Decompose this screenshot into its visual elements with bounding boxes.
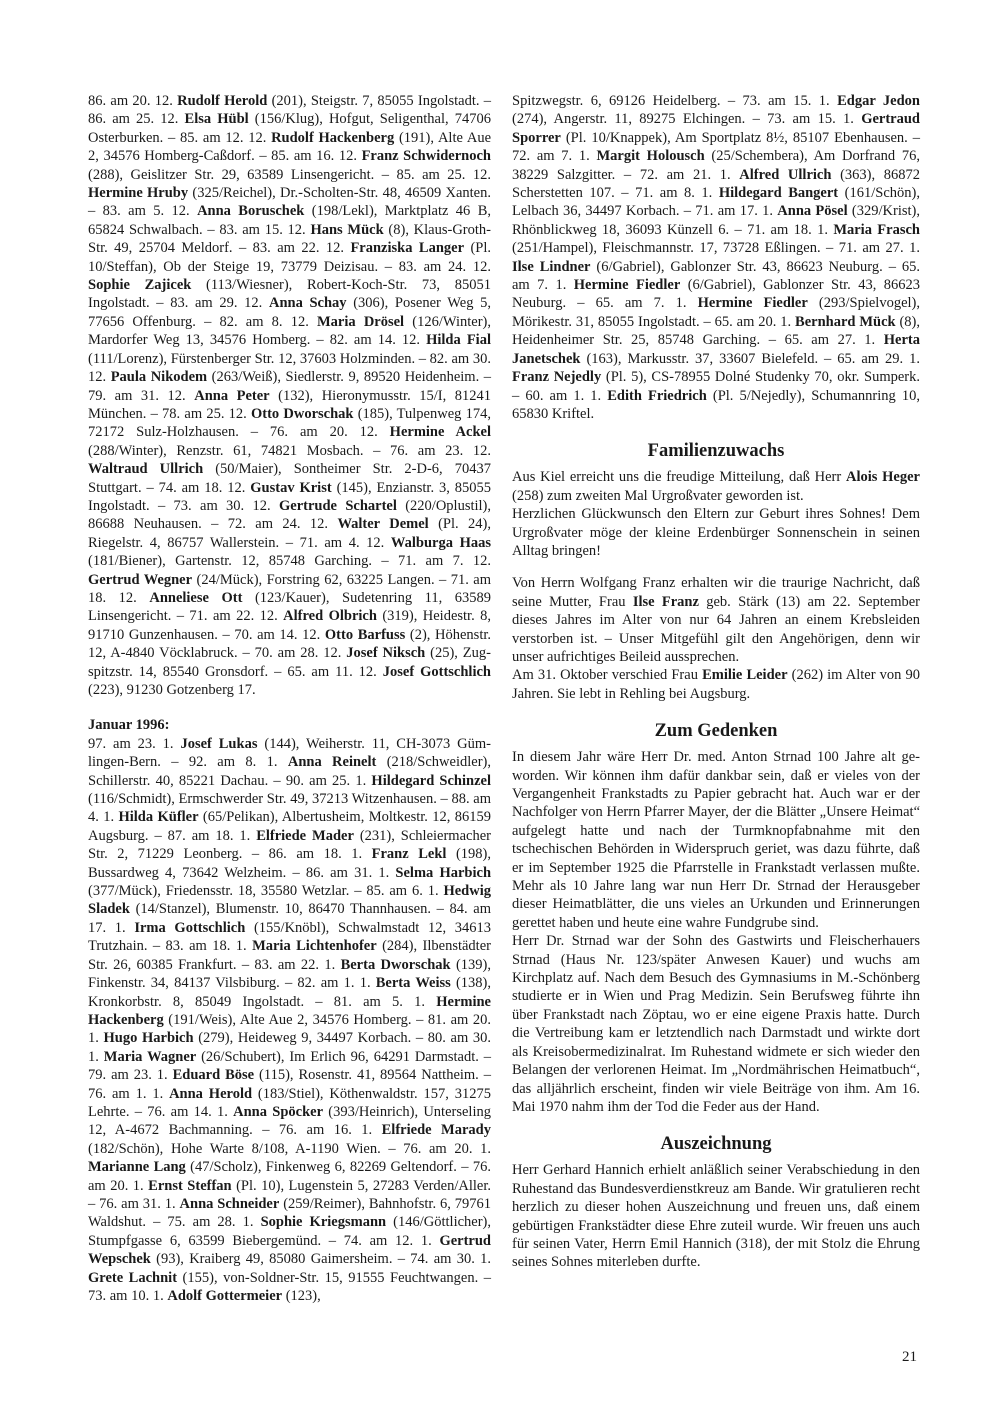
entry-text: (47/Scholz), Finkenweg 6, 82269 Geltendorf. – 76. am 20. 1. (88, 1159, 491, 1194)
person-name: Edith Friedrich (607, 387, 707, 404)
entry-text: (279), Heideweg 9, 34497 Korbach. – 80. am 30. 1. (88, 1030, 491, 1065)
entry-text: (363), 86872 Scherstetten 107. – 71. am 8. 1. (512, 166, 920, 202)
auszeichnung-paragraph: Herr Gerhard Hannich erhielt anläßlich seiner Verabschiedung in den Ruhestand das Bundesverdienstkreuz am Bande. Wir gratulieren recht herzlich zu dieser hohen Auszeichnung und freuen uns, daß einem gebürtigen Frankstädter diese Ehre zuteil wurde. Wir freuen uns auch für seinen Vater, Herrn Emil Hannich (318), der mit Stolz die Ehrung seines Sohnes miterleben durfte. (512, 1162, 920, 1271)
person-name: Anna Schneider (179, 1195, 280, 1212)
familienzuwachs-paragraph-1 (512, 468, 920, 505)
familienzuwachs-paragraph-2: Herzlichen Glückwunsch den Eltern zur Geburt ihres Sohnes! Dem Urgroßvater möge der kleine Erdenbürger Sonnenschein in seinen Alltag bringen! (512, 506, 920, 559)
right-column (512, 92, 920, 1272)
january-heading: Januar 1996: (88, 717, 170, 734)
person-name: Franz Lekl (371, 846, 447, 863)
entry-text: (220/Oplustil), 86688 Neuhausen. – 72. am 24. 12. (88, 497, 492, 533)
person-name: Elsa Hübl (184, 111, 249, 128)
entry-text: (293/Spielvogel), Mörikestr. 31, 85055 Ingolstadt. – 65. am 20. 1. (512, 295, 920, 330)
person-name: Josef Lukas (180, 735, 258, 752)
person-name: Hilda Küfler (118, 809, 199, 826)
person-name: Berta Dworschak (340, 956, 451, 973)
entry-text: (Pl. 5/Nejedly), Schumannring 10, 65830 Kriftel. (512, 387, 920, 422)
entry-text: (377/Mück), Friedensstr. 18, 35580 Wetzlar. – 85. am 6. 1. (88, 883, 444, 900)
person-name: Franz Nejedly (512, 369, 602, 386)
entry-text: (138), Kronkorbstr. 8, 85049 Ingolstadt. – 81. am 5. 1. (88, 975, 491, 1010)
entry-text: (8), Heidenheimer Str. 25, 85748 Garching. – 65. am 27. 1. (512, 313, 921, 349)
entry-text: (198), Bussardweg 4, 73642 Welzheim. – 86. am 31. 1. (88, 846, 491, 881)
entry-text: 97. am 23. 1. (88, 735, 181, 752)
zum-gedenken-paragraph-2: Herr Dr. Strnad war der Sohn des Gastwirts und Fleischerhauers Strnad (Haus Nr. 123/später Anwesen Kauer) und wuchs am Kirchplatz auf. Nach dem Besuch des Gymnasiums in M.-Schönberg studierte er in Wien und Prag Medizin. Sein Berufsweg führte ihn über Frankstadt nach Zöptau, wo er eine eigene Praxis hatte. Durch die Vertreibung kam er letztendlich nach Darmstadt und wirkte dort als Kreisobermedizinalrat. Im Ruhestand widmete er sich wieder den Belangen der verlorenen Heimat. Im „Nordmährischen Heimatbuch“, das alljährlich erscheint, finden wir viele Beiträge von ihm. Am 16. Mai 1970 nahm ihm der Tod die Feder aus der Hand. (512, 933, 920, 1115)
person-name: Edgar Jedon (837, 93, 920, 109)
entry-text: (132), Hieronymusstr. 15/I, 81241 München. – 78. am 25. 12. (88, 387, 491, 422)
entry-text: (116/Schmidt), Ermschwerder Str. 49, 37213 Witzenhausen. – 88. am 4. 1. (88, 791, 491, 826)
person-name: Marianne Lang (88, 1159, 186, 1176)
entry-text: (6/Gabriel), Gablonzer Str. 43, 86623 Neuburg. – 65. am 7. 1. (512, 258, 921, 294)
person-name: Gertraud Sporrer (512, 111, 920, 146)
entry-text: (155/Knöbl), Schwalmstadt 12, 34613 Trutzhain. – 83. am 18. 1. (88, 919, 492, 955)
entry-text: (139), Finkenstr. 34, 84137 Vilsbiburg. – 82. am 1. 1. (88, 956, 491, 992)
entry-text: (Pl. 5), CS-78955 Dolné Studenky 70, okr. Sumperk. – 60. am 1. 1. (512, 369, 920, 404)
entry-text: (123), (282, 1288, 321, 1304)
continued-birthdays-paragraph (512, 92, 920, 423)
person-name: Hans Mück (310, 221, 384, 238)
entry-text: (218/Schweidler), Schillerstr. 40, 85221 Dachau. – 90. am 25. 1. (88, 754, 491, 789)
person-name: Maria Drösel (317, 313, 405, 330)
entry-text: (393/Heinrich), Unterseling 12, A-4672 Bachmanning. – 76. am 16. 1. (88, 1103, 491, 1139)
person-name: Anneliese Ott (149, 589, 243, 606)
person-name: Josef Niksch (346, 645, 426, 662)
familienzuwachs-heading: Familienzuwachs (647, 441, 785, 462)
entry-text: (258) zum zweiten Mal Urgroßvater geworden ist. (512, 487, 804, 504)
entry-text: (155), von-Soldner-Str. 15, 91555 Feuchtwangen. – 73. am 10. 1. (88, 1269, 492, 1304)
person-name: Sophie Kriegsmann (260, 1214, 387, 1231)
person-name: Eduard Böse (172, 1067, 255, 1084)
person-name: Gertrude Schartel (279, 497, 397, 514)
entry-text: (198/Lekl), Marktplatz 46 B, 65824 Schwalbach. – 83. am 15. 12. (88, 203, 491, 238)
person-name: Hedwig Sladek (88, 883, 491, 918)
entry-text: (156/Klug), Hofgut, Seligenthal, 74706 Osterburken. – 85. am 12. 12. (88, 111, 491, 146)
person-name: Hugo Harbich (103, 1030, 194, 1047)
entry-text: (185), Tulpenweg 174, 72172 Sulz-Holzhausen. – 76. am 20. 12. (88, 405, 491, 441)
person-name: Hermine Hackenberg (88, 993, 491, 1028)
person-name: Hermine Fiedler (573, 277, 681, 294)
entry-text: (123/Kauer), Sudetenring 11, 63589 Linsengericht. – 71. am 22. 12. (88, 589, 491, 625)
entry-text: (251/Hampel), Fleischmannstr. 17, 73728 Eßlingen. – 71. am 27. 1. (512, 240, 920, 257)
entry-text: (288), Geislitzer Str. 29, 63589 Linsengericht. – 85. am 25. 12. (88, 166, 491, 183)
entry-text: (182/Schön), Hohe Warte 8/108, A-1190 Wien. – 76. am 20. 1. (88, 1140, 491, 1157)
entry-text: (201), Steigstr. 7, 85055 Ingolstadt. – 86. am 25. 12. (88, 93, 491, 128)
zum-gedenken-paragraph-1: In diesem Jahr wäre Herr Dr. med. Anton Strnad 100 Jahre alt geworden. Wir können ihm dafür dankbar sein, daß er vieles von der Vergangenheit Frankstadts zu Papier gebracht hat. Auch war er der Nachfolger von Herrn Pfarrer Mayer, der die Blätter „Unsere Heimat“ aufgelegt hatte und nach der Turmknopfabnahme mit den tschechischen Behörden in Widerspruch geriet, was dazu führte, daß er im September 1925 die Pfarrstelle in Frankstadt verlassen mußte. Mehr als 10 Jahre lang war nun Herr Dr. Strnad der Herausgeber dieser Heimatblätter, die uns vieles an Urkunden und Erinnerungen gerettet haben und heute eine wahre Fundgrube sind. (512, 749, 920, 931)
entry-text: (181/Biener), Gartenstr. 12, 85748 Garching. – 71. am 7. 12. (88, 553, 491, 570)
entry-text: (126/Winter), Mardorfer Weg 13, 34576 Homberg. – 82. am 14. 12. (88, 313, 491, 349)
obituary-paragraph (512, 666, 920, 703)
entry-text: (183/Stiel), Köthenwaldstr. 157, 31275 Lehrte. – 76. am 14. 1. (88, 1085, 491, 1120)
entry-text: (288/Winter), Renzstr. 61, 74821 Mosbach. – 76. am 23. 12. (88, 442, 491, 459)
person-name: Sophie Zajicek (88, 277, 192, 294)
person-name: Emilie Leider (702, 667, 788, 684)
entry-text: (26/Schubert), Im Erlich 96, 64291 Darmstadt. – 79. am 23. 1. (88, 1048, 492, 1084)
entry-text: (145), Enzianstr. 3, 85055 Ingolstadt. – 73. am 30. 12. (88, 479, 491, 514)
person-name: Hilda Fial (426, 332, 491, 349)
entry-text: (161/Schön), Lelbach 36, 34497 Korbach. – 71. am 17. 1. (512, 185, 920, 220)
entry-text: geb. Stärk (13) am 22. September dieses Jahres im Alter von nur 64 Jahren an einem Krebsleiden verstorben ist. – Unser Mitgefühl gilt den Angehörigen, denn wir unser aufrichtiges Beileid aussprechen. (512, 593, 920, 665)
entry-text: (50/Maier), Sontheimer Str. 2-D-6, 70437 Stuttgart. – 74. am 18. 12. (88, 461, 491, 496)
person-name: Alois Heger (845, 469, 920, 486)
person-name: Anna Schay (268, 295, 347, 312)
person-name: Elfriede Mader (256, 827, 354, 844)
entry-text: (6/Gabriel), Gablonzer Str. 43, 86623 Neuburg. – 65. am 7. 1. (512, 277, 920, 312)
person-name: Alfred Ullrich (739, 166, 832, 183)
person-name: Anna Herold (169, 1085, 253, 1102)
person-name: Ernst Steffan (148, 1177, 232, 1194)
person-name: Selma Harbich (395, 864, 492, 881)
person-name: Hildegard Bangert (718, 185, 839, 202)
person-name: Hermine Fiedler (697, 295, 808, 312)
person-name: Waltraud Ullrich (88, 461, 204, 478)
person-name: Anna Boruschek (197, 203, 305, 220)
person-name: Rudolf Herold (177, 93, 268, 109)
entry-text: (274), Angerstr. 11, 89275 Elchingen. – 73. am 15. 1. (512, 111, 862, 128)
entry-text: (329/Krist), Rhönblickweg 18, 36093 Künzell 6. – 71. am 18. 1. (512, 203, 920, 238)
person-name: Otto Barfuss (324, 626, 406, 643)
entry-text: (163), Markusstr. 37, 33607 Bielefeld. – 65. am 29. 1. (580, 350, 920, 367)
person-name: Ilse Lindner (512, 258, 591, 275)
entry-text: (Pl. 10/Steffan), Ob der Steige 19, 73779 Deizisau. – 83. am 24. 12. (88, 240, 492, 275)
entry-text: (191), Alte Aue 2, 34576 Homberg-Caßdorf. – 85. am 16. 12. (88, 129, 492, 165)
entry-text: 86. am 20. 12. (88, 93, 178, 109)
entry-text: (115), Rosenstr. 41, 89564 Nattheim. – 76. am 1. 1. (88, 1067, 491, 1102)
person-name: Anna Reinelt (287, 754, 377, 771)
person-name: Adolf Gottermeier (167, 1288, 283, 1304)
entry-text: (113/Wiesner), Robert-Koch-Str. 73, 85051 Ingolstadt. – 83. am 29. 12. (88, 277, 492, 312)
person-name: Maria Frasch (833, 221, 920, 238)
person-name: Rudolf Hackenberg (271, 129, 395, 146)
entry-text: (2), Höhenstr. 12, A-4840 Vöcklabruck. – 70. am 28. 12. (88, 626, 491, 662)
person-name: Gertrud Wegner (88, 571, 193, 588)
entry-text: (231), Schleiermacher Str. 2, 71229 Leonberg. – 86. am 18. 1. (88, 827, 491, 863)
entry-text: (259/Reimer), Bahnhofstr. 6, 79761 Waldshut. – 75. am 28. 1. (88, 1195, 491, 1231)
january-birthdays-paragraph (88, 735, 491, 1306)
entry-text: (146/Göttlicher), Stumpfgasse 6, 63599 Biebergemünd. – 74. am 12. 1. (88, 1214, 491, 1249)
entry-text: (262) im Alter von 90 Jahren. Sie lebt in Rehling bei Augsburg. (512, 667, 920, 702)
entry-text: (Pl. 24), Riegelstr. 4, 86757 Wallerstein. – 71. am 4. 12. (88, 516, 491, 551)
person-name: Franz Schwidernoch (361, 148, 491, 165)
person-name: Alfred Olbrich (283, 608, 377, 625)
person-name: Anna Spöcker (233, 1103, 324, 1120)
entry-text: (306), Posener Weg 5, 77656 Offenburg. – 82. am 8. 12. (88, 295, 491, 330)
person-name: Grete Lachnit (88, 1269, 178, 1286)
entry-text: (263/Weiß), Siedlerstr. 9, 89520 Heidenheim. – 79. am 31. 12. (88, 369, 492, 404)
entry-text: (25/Schembera), Am Dorfrand 76, 38229 Salzgitter. – 72. am 21. 1. (512, 148, 920, 183)
entry-text: (Pl. 10), Lugenstein 5, 27283 Verden/Aller. – 76. am 31. 1. (88, 1177, 491, 1212)
person-name: Hildegard Schinzel (371, 772, 491, 789)
person-name: Walter Demel (337, 516, 429, 533)
person-name: Maria Wagner (103, 1048, 197, 1065)
entry-text: (24/Mück), Forstring 62, 63225 Langen. – 71. am 18. 12. (88, 571, 491, 606)
entry-text: (93), Kraiberg 49, 85080 Gaimersheim. – 74. am 30. 1. (150, 1251, 491, 1268)
entry-text: (25), Zugspitzstr. 14, 85540 Gronsdorf. – 65. am 11. 12. (88, 645, 491, 680)
person-name: Anna Peter (194, 387, 270, 404)
entry-text: (144), Weiherstr. 11, CH-3073 Gümlingen-Bern. – 92. am 8. 1. (88, 735, 491, 771)
entry-text: (65/Pelikan), Albertusheim, Moltkestr. 12, 86159 Augsburg. – 87. am 18. 1. (88, 809, 491, 844)
person-name: Bernhard Mück (795, 313, 896, 330)
auszeichnung-heading: Auszeichnung (660, 1134, 772, 1155)
page-number: 21 (902, 1349, 917, 1365)
entry-text: (Pl. 10/Knappek), Am Sportplatz 8½, 85107 Ebenhausen. – 72. am 7. 1. (512, 129, 920, 165)
entry-text: (223), 91230 Gotzenberg 17. (88, 682, 256, 698)
entry-text: (8), Klaus-Groth-Str. 49, 25704 Meldorf. – 83. am 22. 12. (88, 221, 491, 257)
entry-text: Spitzwegstr. 6, 69126 Heidelberg. – 73. am 15. 1. (512, 93, 838, 109)
person-name: Elfriede Marady (381, 1122, 491, 1139)
entry-text: Aus Kiel erreicht uns die freudige Mitteilung, daß Herr (512, 469, 846, 486)
person-name: Paula Nikodem (110, 369, 208, 386)
person-name: Maria Lichtenhofer (252, 938, 377, 955)
person-name: Gertrud Wepschek (88, 1232, 491, 1268)
condolence-paragraph (512, 574, 920, 666)
person-name: Ilse Franz (632, 593, 699, 610)
person-name: Hermine Hruby (88, 185, 189, 202)
entry-text: Am 31. Oktober verschied Frau (512, 667, 703, 684)
person-name: Margit Holousch (596, 148, 705, 165)
entry-text: (14/Stanzel), Blumenstr. 10, 86470 Thannhausen. – 84. am 17. 1. (88, 901, 491, 936)
left-column (88, 92, 491, 1305)
person-name: Otto Dworschak (251, 405, 354, 422)
person-name: Irma Gottschlich (134, 919, 246, 936)
entry-text: (284), Ilbenstädter Str. 26, 60385 Frankfurt. – 83. am 22. 1. (88, 938, 491, 973)
december-birthdays-paragraph (88, 92, 491, 699)
entry-text: Von Herrn Wolfgang Franz erhalten wir die traurige Nachricht, daß seine Mutter, Frau (512, 575, 920, 610)
entry-text: (325/Reichel), Dr.-Scholten-Str. 48, 46509 Xanten. – 83. am 5. 12. (88, 185, 491, 220)
zum-gedenken-heading: Zum Gedenken (654, 721, 778, 742)
person-name: Herta Janetschek (512, 332, 920, 367)
person-name: Anna Pösel (777, 203, 848, 220)
person-name: Hermine Ackel (389, 424, 491, 441)
person-name: Walburga Haas (390, 534, 491, 551)
person-name: Franziska Langer (350, 240, 465, 257)
person-name: Berta Weiss (375, 975, 451, 992)
entry-text: (191/Weis), Alte Aue 2, 34576 Homberg. – 81. am 20. 1. (88, 1011, 491, 1047)
person-name: Josef Gottschlich (382, 663, 491, 680)
entry-text: (111/Lorenz), Fürstenberger Str. 12, 37603 Holzminden. – 82. am 30. 12. (88, 350, 491, 386)
person-name: Gustav Krist (250, 479, 332, 496)
entry-text: (319), Heidestr. 8, 91710 Gunzenhausen. – 70. am 14. 12. (88, 608, 491, 643)
